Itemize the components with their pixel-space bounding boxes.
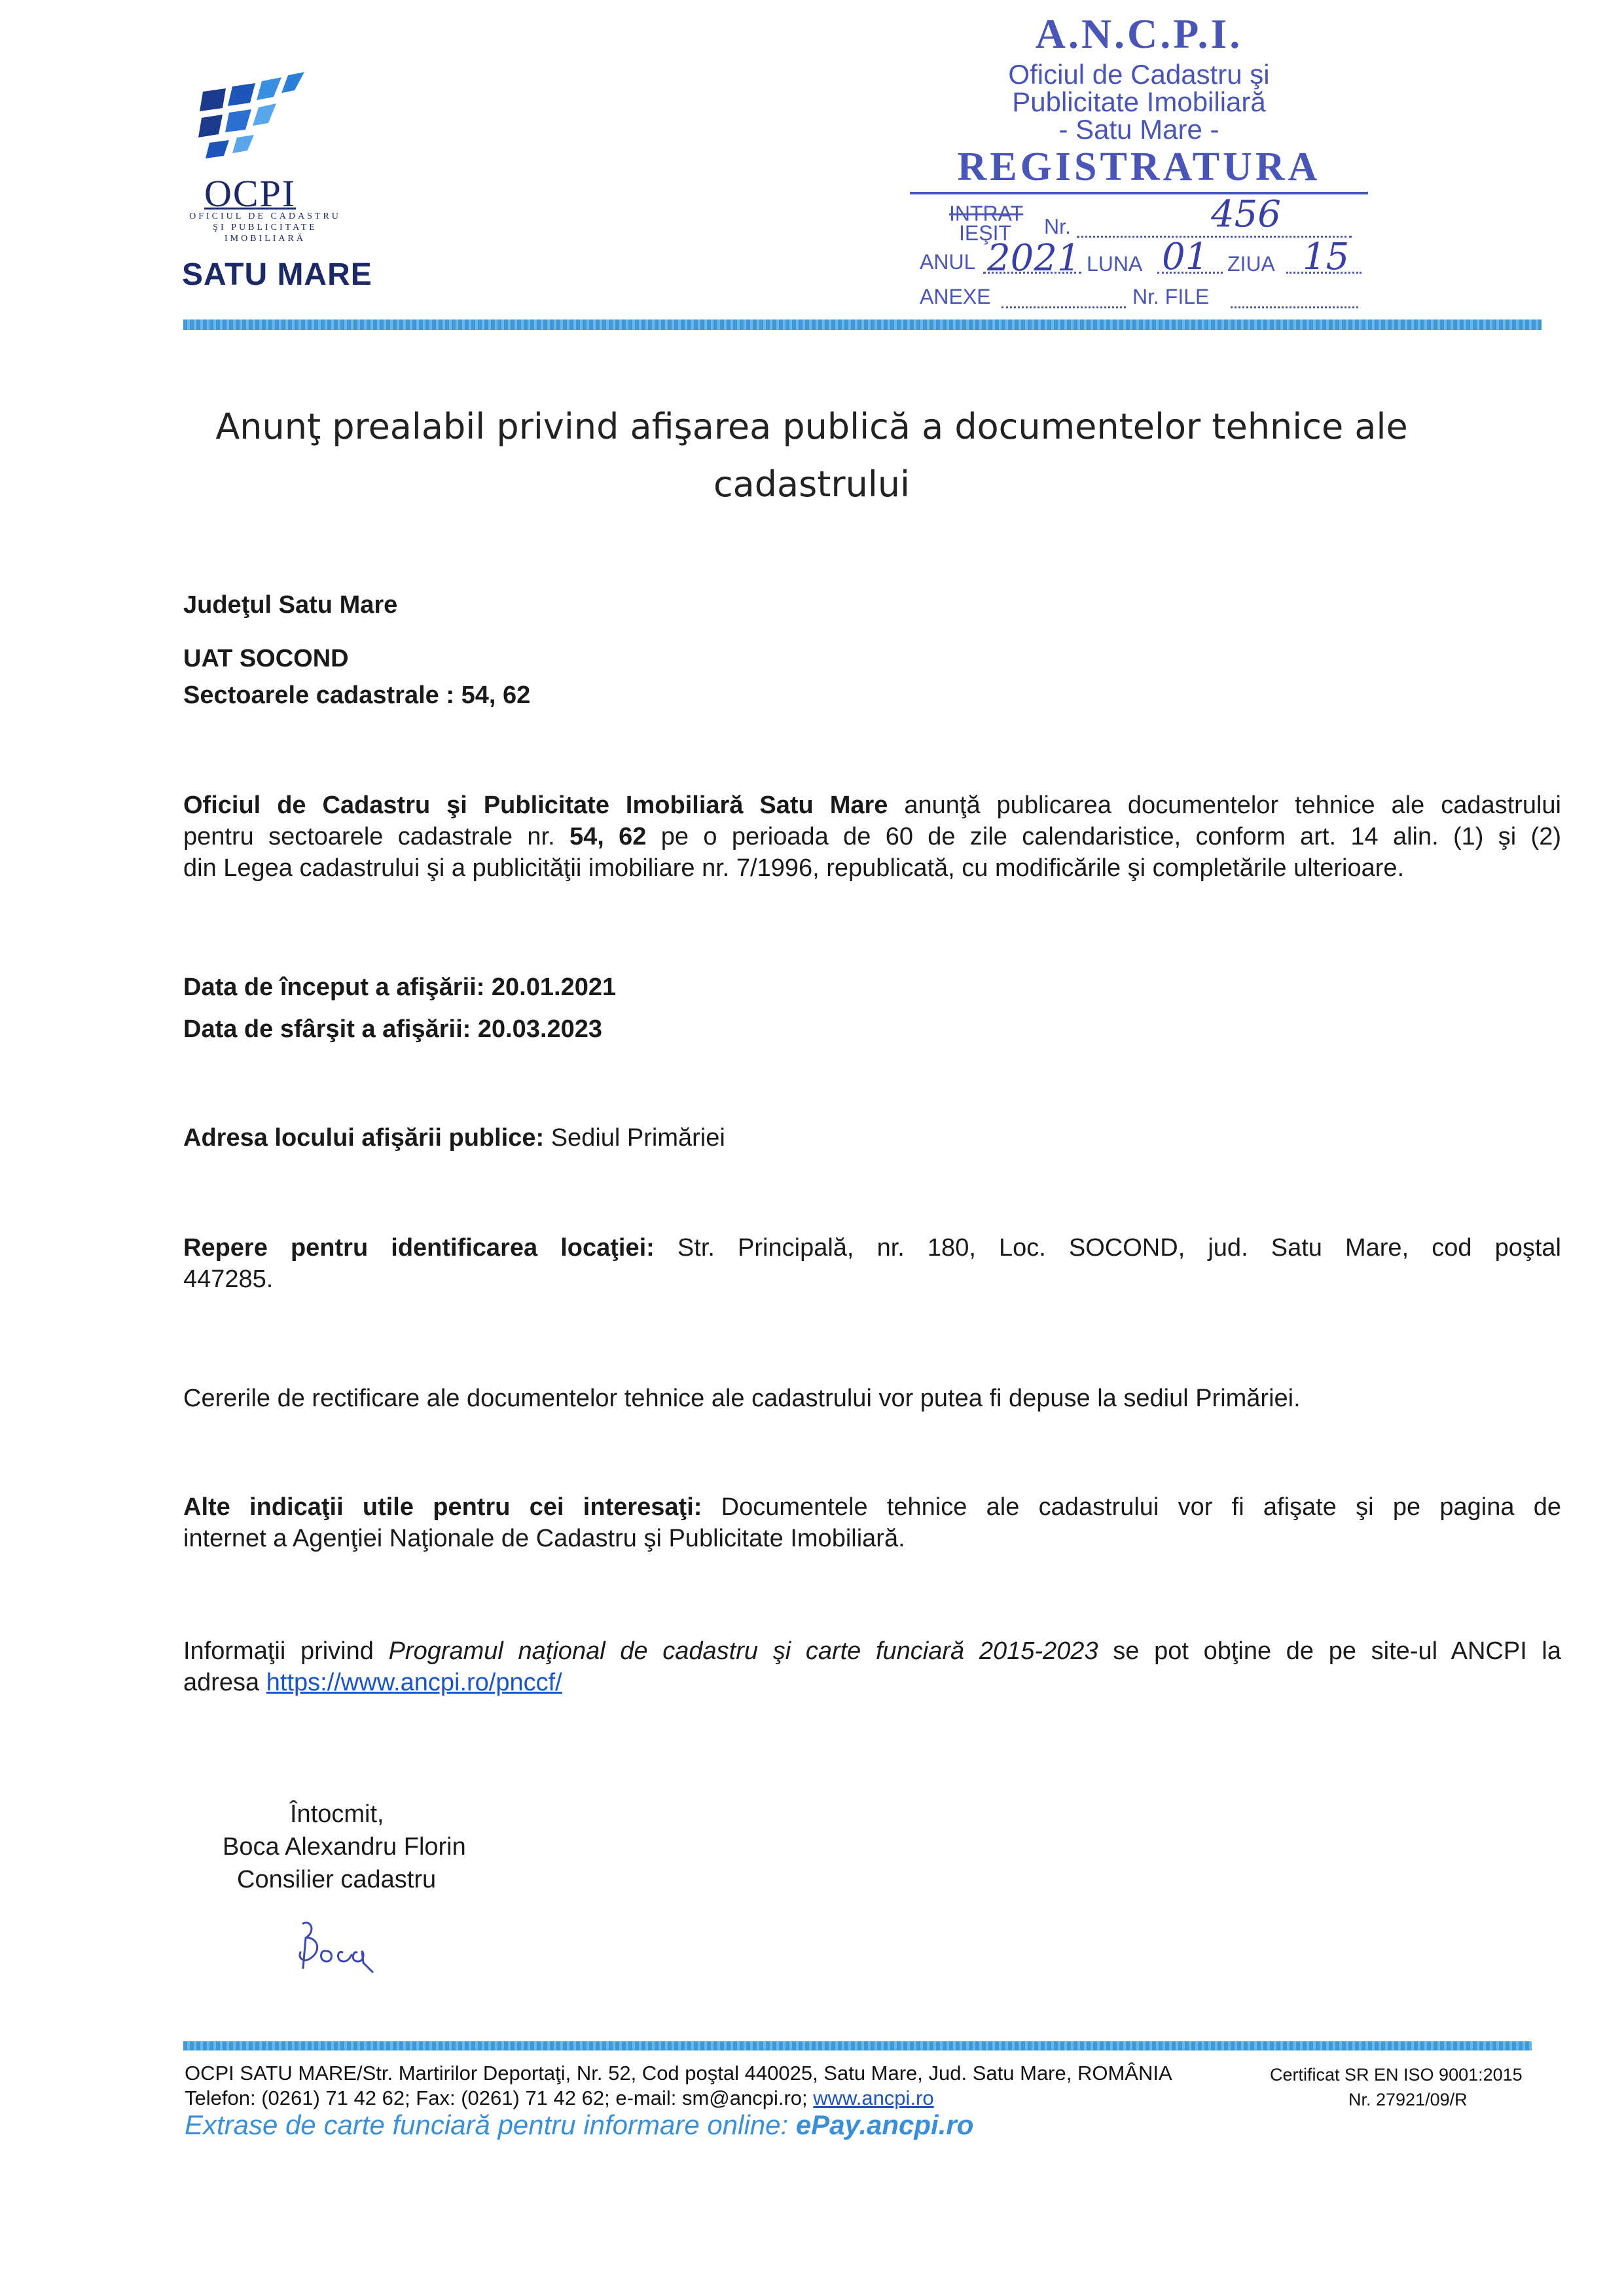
- stamp-anul-label: ANUL: [920, 250, 976, 274]
- stamp-luna-label: LUNA: [1087, 252, 1143, 276]
- logo-subtitle: OFICIUL DE CADASTRU ŞI PUBLICITATE IMOBILIARĂ: [189, 211, 341, 244]
- other-info-line-1: Alte indicaţii utile pentru cei interesaţi: Documentele tehnice ale cadastrului vor fi afişate şi pe pagina de: [183, 1493, 1561, 1521]
- stamp-anul-value: 2021: [987, 237, 1081, 280]
- logo-acronym: OCPI: [204, 172, 297, 215]
- stamp-nr-label: Nr.: [1044, 215, 1071, 238]
- location-landmarks-line-1: Repere pentru identificarea locaţiei: Str. Principală, nr. 180, Loc. SOCOND, jud. Satu Mare, cod poştal: [183, 1234, 1561, 1262]
- signer-title: Consilier cadastru: [237, 1866, 437, 1893]
- rectification-requests: Cererile de rectificare ale documentelor tehnice ale cadastrului vor putea fi depuse la sediul Primăriei.: [183, 1385, 1301, 1412]
- uat: UAT SOCOND: [183, 645, 349, 672]
- announcement-line-1: Oficiul de Cadastru şi Publicitate Imobiliară Satu Mare anunţă publicarea documentelor tehnice ale cadastrului: [183, 792, 1561, 819]
- display-start-date: Data de început a afişării: 20.01.2021: [183, 974, 617, 1001]
- county: Judeţul Satu Mare: [183, 591, 398, 619]
- location-landmarks-line-2: 447285.: [183, 1266, 274, 1293]
- footer-address: OCPI SATU MARE/Str. Martirilor Deportaţi, Nr. 52, Cod poştal 440025, Satu Mare, Jud. Satu Mare, ROMÂNIA: [185, 2062, 1172, 2085]
- logo-city: SATU MARE: [182, 257, 372, 292]
- header-divider: [183, 319, 1542, 330]
- stamp-file-label: Nr. FILE: [1132, 285, 1210, 308]
- footer-certificate: Certificat SR EN ISO 9001:2015: [1270, 2065, 1523, 2085]
- footer-divider: [183, 2041, 1532, 2050]
- stamp-line: - Satu Mare -: [1058, 114, 1219, 145]
- stamp-line: Publicitate Imobiliară: [1012, 86, 1266, 117]
- footer-contact: Telefon: (0261) 71 42 62; Fax: (0261) 71 42 62; e-mail: sm@ancpi.ro; www.ancpi.ro: [185, 2086, 934, 2109]
- footer-epay: Extrase de carte funciară pentru informare online: ePay.ancpi.ro: [185, 2109, 974, 2140]
- announcement-line-3: din Legea cadastrului şi a publicităţii imobiliare nr. 7/1996, republicată, cu modificările şi completările ulterioare.: [183, 854, 1405, 882]
- registry-stamp: [910, 7, 1368, 314]
- stamp-title: A.N.C.P.I.: [1035, 10, 1243, 57]
- document-title: Anunţ prealabil privind afişarea publică a documentelor tehnice ale cadastrului: [215, 406, 1408, 505]
- display-address: Adresa locului afişării publice: Sediul Primăriei: [183, 1124, 725, 1152]
- announcement-line-2: pentru sectoarele cadastrale nr. 54, 62 pe o perioada de 60 de zile calendaristice, conform art. 14 alin. (1) şi (2): [183, 823, 1561, 850]
- stamp-nr-value: 456: [1211, 193, 1281, 236]
- ancpi-website-link[interactable]: www.ancpi.ro: [813, 2086, 934, 2109]
- stamp-line: Oficiul de Cadastru şi: [1008, 59, 1270, 90]
- handwritten-signature: [291, 1912, 409, 1984]
- stamp-ziua-label: ZIUA: [1227, 252, 1275, 276]
- cadastral-sectors: Sectoarele cadastrale : 54, 62: [183, 682, 531, 709]
- prepared-by-label: Întocmit,: [290, 1800, 384, 1828]
- stamp-registry: REGISTRATURA: [910, 144, 1368, 194]
- other-info-line-2: internet a Agenţiei Naţionale de Cadastru şi Publicitate Imobiliară.: [183, 1525, 905, 1552]
- program-info-line-1: Informaţii privind Programul naţional de cadastru şi carte funciară 2015-2023 se pot obţine de pe site-ul ANCPI la: [183, 1637, 1562, 1665]
- stamp-intrat: INTRAT: [949, 202, 1024, 225]
- footer-certificate-number: Nr. 27921/09/R: [1348, 2090, 1468, 2109]
- stamp-anexe-label: ANEXE: [920, 285, 991, 308]
- display-end-date: Data de sfârşit a afişării: 20.03.2023: [183, 1015, 603, 1043]
- stamp-iesit: IEŞIT: [959, 221, 1012, 245]
- stamp-luna-value: 01: [1162, 236, 1209, 278]
- stamp-ziua-value: 15: [1303, 236, 1350, 278]
- epay-link[interactable]: ePay.ancpi.ro: [795, 2109, 974, 2140]
- program-info-line-2: adresa https://www.ancpi.ro/pnccf/: [183, 1669, 562, 1696]
- signer-name: Boca Alexandru Florin: [223, 1833, 466, 1861]
- pnccf-link[interactable]: https://www.ancpi.ro/pnccf/: [266, 1669, 562, 1696]
- ocpi-logo-icon: [196, 72, 308, 183]
